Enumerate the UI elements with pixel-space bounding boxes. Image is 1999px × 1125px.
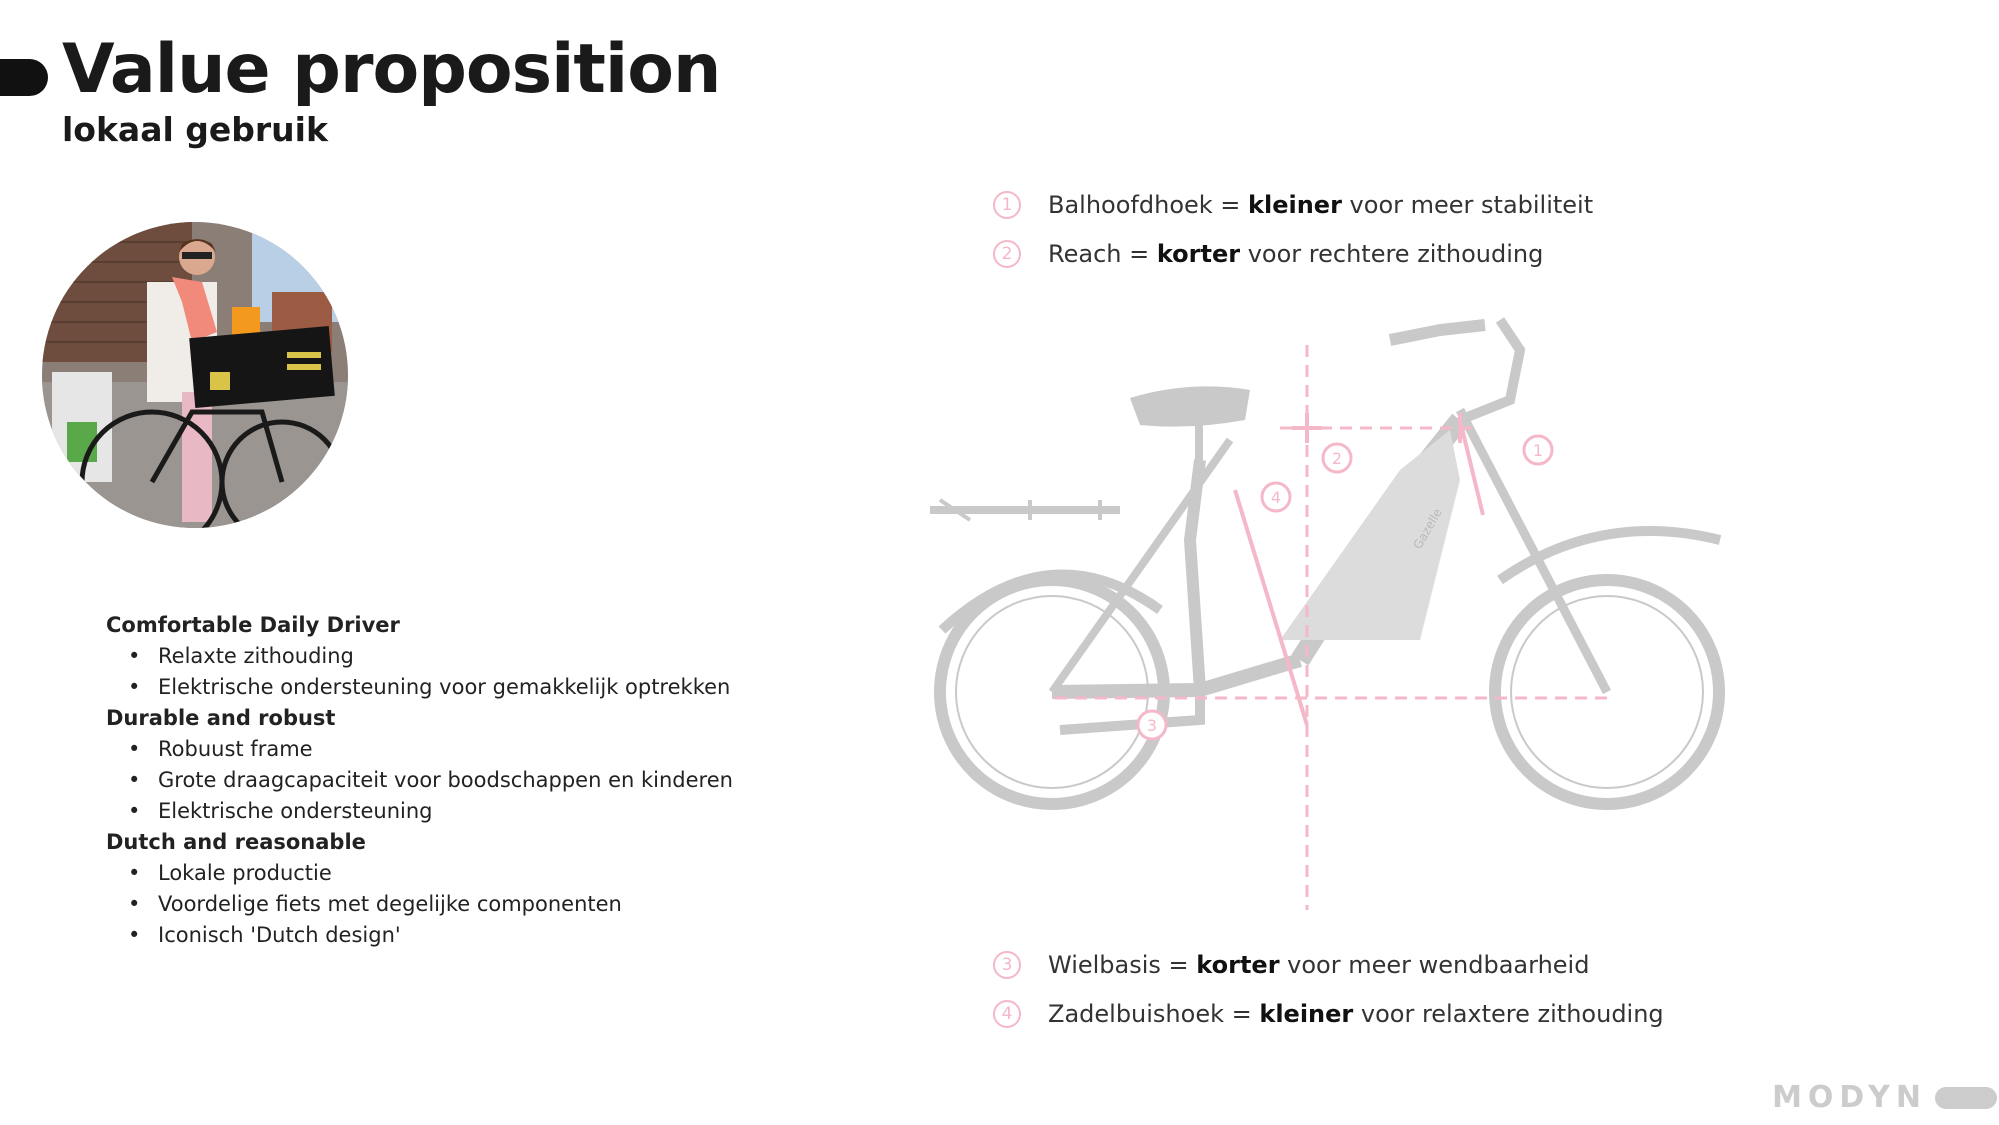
callout-number-1: 1: [993, 191, 1021, 219]
frame-brand-text: Gazelle: [1410, 506, 1445, 552]
logo-text: MODYN: [1772, 1080, 1927, 1115]
marker-4: 4: [1270, 488, 1282, 507]
callout-label: Balhoofdhoek =: [1048, 191, 1249, 219]
feature-list: [106, 610, 746, 951]
logo-pill: [1935, 1087, 1997, 1109]
marker-2: 2: [1331, 449, 1343, 468]
section-title: Dutch and reasonable: [106, 830, 366, 854]
callout-reach: [993, 240, 1543, 268]
title-accent-pill: [0, 59, 48, 96]
list-item: • Relaxte zithouding: [106, 641, 746, 672]
callout-emphasis: korter: [1196, 951, 1280, 979]
list-item: • Lokale productie: [106, 858, 746, 889]
callout-detail: voor meer stabiliteit: [1341, 191, 1594, 219]
saddle-icon: [1130, 386, 1250, 426]
callout-number-2: 2: [993, 240, 1021, 268]
page-subtitle: lokaal gebruik: [62, 110, 328, 149]
bike-geometry-diagram: [900, 280, 1780, 920]
callout-detail: voor rechtere zithouding: [1240, 240, 1544, 268]
list-item: • Robuust frame: [106, 734, 746, 765]
list-item: • Voordelige fiets met degelijke componenten: [106, 889, 746, 920]
marker-1: 1: [1532, 441, 1544, 460]
callout-seat-angle: [993, 1000, 1664, 1028]
user-photo: [42, 222, 348, 528]
list-item: • Elektrische ondersteuning: [106, 796, 746, 827]
callout-wheelbase: [993, 951, 1589, 979]
list-item: • Elektrische ondersteuning voor gemakkelijk optrekken: [106, 672, 746, 703]
section-title: Durable and robust: [106, 706, 336, 730]
callout-label: Reach =: [1048, 240, 1157, 268]
callout-emphasis: korter: [1156, 240, 1241, 268]
callout-emphasis: kleiner: [1248, 191, 1342, 219]
page-title: Value proposition: [62, 30, 721, 109]
callout-head-angle: [993, 191, 1593, 219]
list-item: • Grote draagcapaciteit voor boodschappen en kinderen: [106, 765, 746, 796]
callout-label: Zadelbuishoek =: [1048, 1000, 1260, 1028]
callout-detail: voor relaxtere zithouding: [1353, 1000, 1664, 1028]
callout-emphasis: kleiner: [1259, 1000, 1354, 1028]
callout-detail: voor meer wendbaarheid: [1279, 951, 1590, 979]
callout-number-4: 4: [993, 1000, 1021, 1028]
section-title: Comfortable Daily Driver: [106, 613, 400, 637]
list-item: • Iconisch 'Dutch design': [106, 920, 746, 951]
modyn-logo: [1772, 1080, 1997, 1115]
marker-3: 3: [1146, 716, 1158, 735]
callout-label: Wielbasis =: [1048, 951, 1197, 979]
callout-number-3: 3: [993, 951, 1021, 979]
